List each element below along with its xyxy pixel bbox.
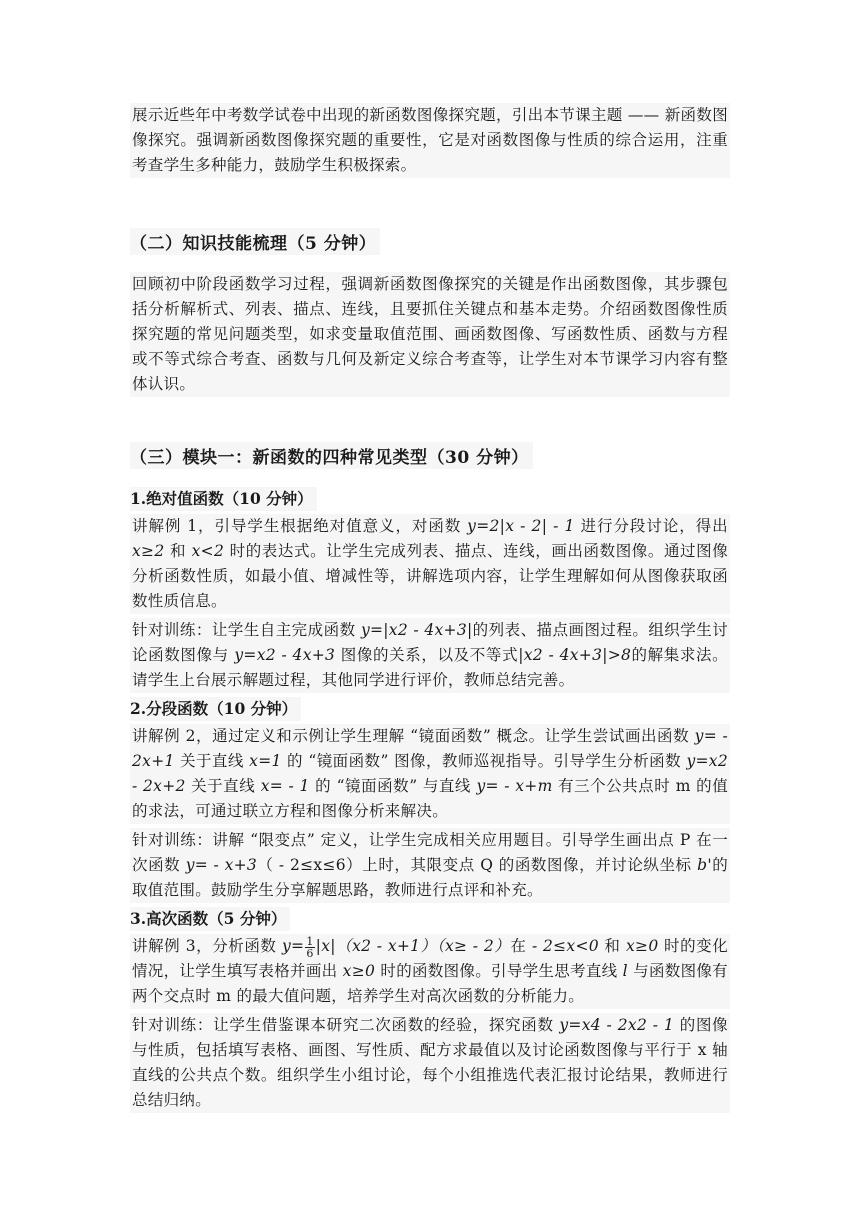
- text: 和: [598, 937, 626, 955]
- section2-block: [130, 272, 730, 397]
- text: 的 “镜面函数” 图像，教师巡视指导。引导学生分析函数: [281, 752, 687, 770]
- fraction: [305, 936, 314, 959]
- text: 的图像与性质，包括填写表格、画图、写性质、配方求最值以及讨论函数图像与平行于 x 轴直线的公共点个数。组织学生小组讨论，每个小组推选代表汇报讨论结果，教师进行总结归纳。: [132, 1016, 728, 1109]
- text: 针对训练：让学生自主完成函数: [132, 621, 361, 639]
- condition: x≥2: [132, 542, 165, 560]
- section3-heading: （三）模块一：新函数的四种常见类型（30 分钟）: [130, 442, 533, 469]
- sub2-title: 2.分段函数（10 分钟）: [130, 697, 301, 721]
- text: 的列表、描点画图过程。组织学生讨论函数图像与: [132, 621, 728, 664]
- sub3-paragraph-2: [130, 1013, 730, 1113]
- formula: y=x4 - 2x2 - 1: [559, 1016, 675, 1034]
- sub1-title: 1.绝对值函数（10 分钟）: [130, 487, 317, 511]
- text: 的取值范围。鼓励学生分享解题思路，教师进行点评和补充。: [132, 856, 729, 899]
- sub3-paragraph-1: [130, 934, 730, 1009]
- formula: x=1: [249, 752, 282, 770]
- text: 关于直线: [174, 752, 250, 770]
- range: - 2≤x<0: [531, 937, 599, 955]
- sub3-title: 3.高次函数（5 分钟）: [130, 907, 290, 931]
- text: 和: [164, 542, 192, 560]
- formula: y=: [282, 937, 305, 955]
- formula: |x|（x2 - x+1）（x≥ - 2）: [315, 937, 511, 955]
- sub2-paragraph-2: [130, 828, 730, 903]
- formula: y= - 2x+1: [132, 727, 728, 770]
- text: 关于直线: [185, 777, 261, 795]
- intro-paragraph: 展示近些年中考数学试卷中出现的新函数图像探究题，引出本节课主题 —— 新函数图像探究。强调新函数图像探究题的重要性，它是对函数图像与性质的综合运用，注重考查学生多种能力，鼓励学生积极探索。: [130, 103, 730, 178]
- text: 的 “镜面函数” 与直线: [309, 777, 477, 795]
- variable: l: [622, 962, 628, 980]
- text: 上时，其限变点 Q 的函数图像，并讨论纵坐标: [362, 856, 698, 874]
- section3-block: [130, 487, 730, 1117]
- text: 针对训练：让学生借鉴课本研究二次函数的经验，探究函数: [132, 1016, 560, 1034]
- sub2-paragraph-1: [130, 724, 730, 824]
- text: 讲解例 3，分析函数: [132, 937, 282, 955]
- text: 进行分段讨论，得出: [574, 517, 728, 535]
- text: 与函数图像有两个交点时 m 的最大值问题，培养学生对高次函数的分析能力。: [132, 962, 728, 1005]
- formula: y=x2 - 2x+2: [132, 752, 728, 795]
- text: 在: [510, 937, 532, 955]
- fraction-denominator: 6: [306, 946, 314, 960]
- formula: y=x2 - 4x+3: [234, 646, 336, 664]
- intro-block: [130, 103, 730, 178]
- text: 讲解例 2，通过定义和示例让学生理解 “镜面函数” 概念。让学生尝试画出函数: [132, 727, 695, 745]
- text: 有三个公共点时 m 的值的求法，可通过联立方程和图像分析来解决。: [132, 777, 728, 820]
- formula: y= - x+m: [476, 777, 553, 795]
- formula: y=|x2 - 4x+3|: [360, 621, 473, 639]
- text: 的解集求法。请学生上台展示解题过程，其他同学进行评价，教师总结完善。: [132, 646, 728, 689]
- text: 时的变化情况，让学生填写表格并画出: [132, 937, 729, 980]
- range: x≥0: [626, 937, 659, 955]
- inequality: |x2 - 4x+3|>8: [518, 646, 632, 664]
- section2-paragraph: 回顾初中阶段函数学习过程，强调新函数图像探究的关键是作出函数图像，其步骤包括分析解析式、列表、描点、连线，且要抓住关键点和基本走势。介绍函数图像性质探究题的常见问题类型，如求变量取值范围、画函数图像、写函数性质、函数与方程或不等式综合考查、函数与几何及新定义综合考查等，让学生对本节课学习内容有整体认识。: [130, 272, 730, 397]
- text: 时的函数图像。引导学生思考直线: [375, 962, 623, 980]
- variable: b': [697, 856, 712, 874]
- sub1-paragraph-1: [130, 514, 730, 614]
- text: 图像的关系，以及不等式: [335, 646, 519, 664]
- formula: y= - x+3: [185, 856, 258, 874]
- formula: y=2|x - 2| - 1: [467, 517, 575, 535]
- sub1-paragraph-2: [130, 618, 730, 693]
- range: （ - 2≤x≤6）: [257, 856, 363, 874]
- section2-heading: （二）知识技能梳理（5 分钟）: [130, 228, 380, 255]
- text: 针对训练：讲解 “限变点” 定义，让学生完成相关应用题目。引导学生画出点 P 在一次函数: [132, 831, 728, 874]
- text: 讲解例 1，引导学生根据绝对值意义，对函数: [132, 517, 468, 535]
- formula: x= - 1: [260, 777, 310, 795]
- condition: x<2: [191, 542, 225, 560]
- fraction-numerator: 1: [306, 934, 314, 948]
- range: x≥0: [342, 962, 376, 980]
- text: 时的表达式。让学生完成列表、描点、连线，画出函数图像。通过图像分析函数性质，如最小值、增减性等，讲解选项内容，让学生理解如何从图像获取函数性质信息。: [132, 542, 729, 610]
